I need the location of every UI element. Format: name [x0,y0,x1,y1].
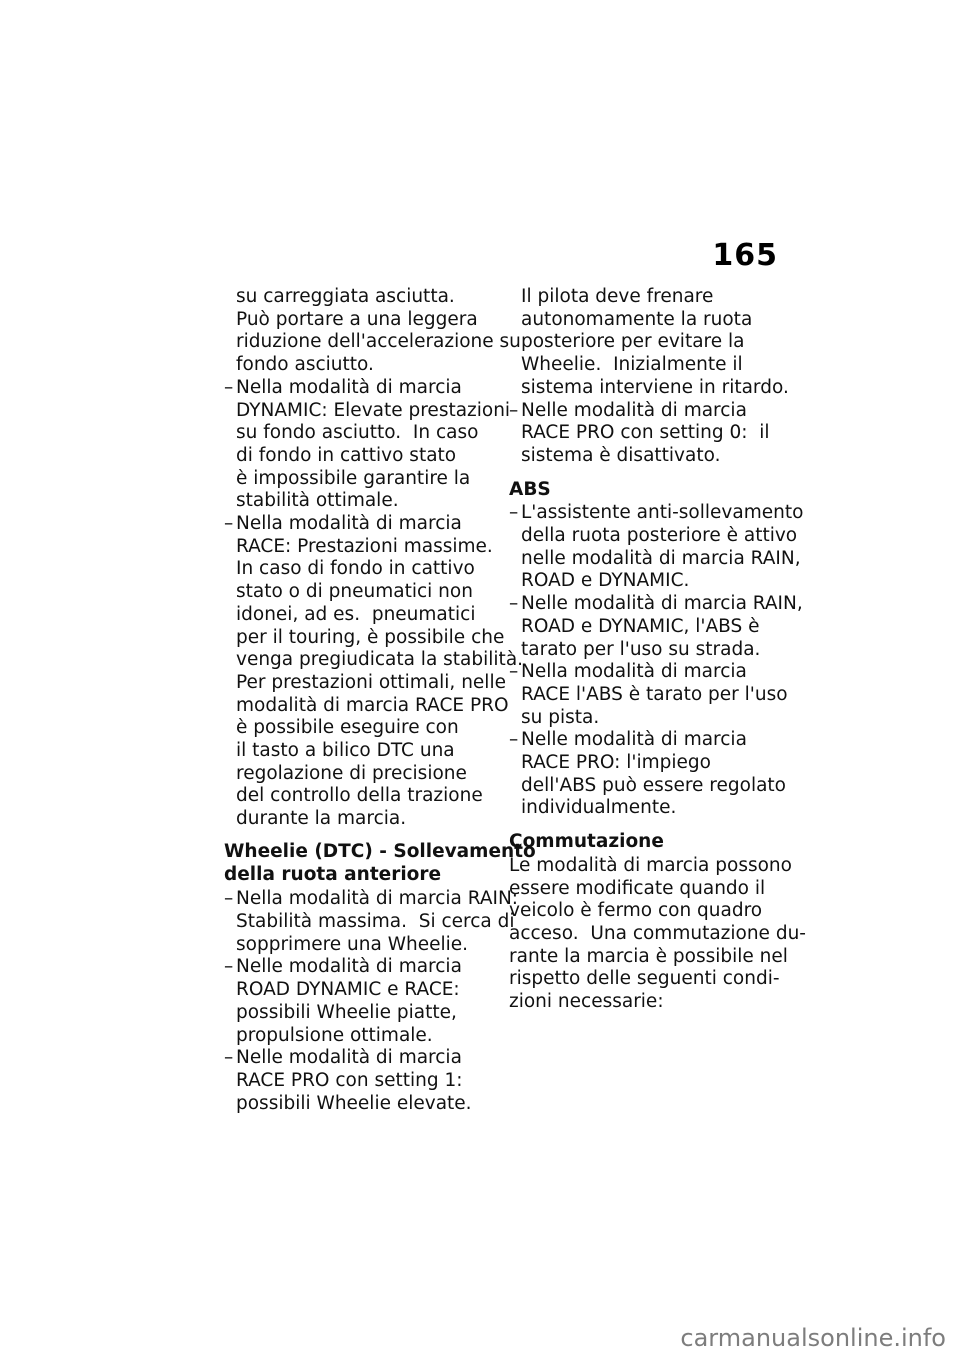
text-line: è possibile eseguire con [236,717,459,739]
watermark: carmanualsonline.info [680,1324,946,1352]
section-heading-wheelie [224,840,536,886]
text-line: sistema interviene in ritardo. [521,376,789,398]
text-line: essere modificate quando il [509,877,766,899]
text-line: – Nella modalità di marcia RAIN: [236,888,519,910]
text-line: RACE PRO con setting 1: [236,1069,463,1091]
section-heading-commutazione: Commutazione [509,831,664,853]
text-line: – Nella modalità di marcia [236,513,462,535]
text-line: RACE: Prestazioni massime. [236,535,493,557]
list-item [224,888,519,956]
text-line: rispetto delle seguenti condi- [509,968,780,990]
text-line: propulsione ottimale. [236,1024,433,1046]
text-line: sopprimere una Wheelie. [236,933,469,955]
text-line: riduzione dell'accelerazione su [236,331,521,353]
text-line: Le modalità di marcia possono [509,854,792,876]
text-line: – Nella modalità di marcia [521,661,747,683]
text-line: Per prestazioni ottimali, nelle [236,671,506,693]
text-line: possibili Wheelie elevate. [236,1092,472,1114]
text-line: ROAD DYNAMIC e RACE: [236,979,460,1001]
text-line: su fondo asciutto. In caso [236,422,479,444]
text-line: idonei, ad es. pneumatici [236,603,476,625]
text-line: venga pregiudicata la stabilità. [236,649,524,671]
text-line: sistema è disattivato. [521,444,721,466]
text-line: zioni necessarie: [509,991,664,1013]
text-line: fondo asciutto. [236,354,374,376]
heading-line: della ruota anteriore [224,863,442,885]
text-line: RACE PRO con setting 0: il [521,422,770,444]
text-line: dell'ABS può essere regolato [521,774,786,796]
list-item [509,729,786,820]
text-line: il tasto a bilico DTC una [236,740,455,762]
text-line: ROAD e DYNAMIC. [521,570,690,592]
page-number: 165 [712,238,778,273]
text-line: durante la marcia. [236,808,407,830]
text-line: RACE PRO: l'impiego [521,752,711,774]
text-line: rante la marcia è possibile nel [509,945,788,967]
text-line: nelle modalità di marcia RAIN, [521,547,801,569]
list-item [509,400,781,468]
list-item [224,513,524,831]
text-line: tarato per l'uso su strada. [521,638,761,660]
text-line: è impossibile garantire la [236,467,471,489]
text-line: Stabilità massima. Si cerca di [236,910,515,932]
intro-paragraph [509,286,789,400]
list-item [224,1047,496,1115]
text-line: – Nelle modalità di marcia [236,1047,462,1069]
text-line: regolazione di precisione [236,762,467,784]
text-line: – Nelle modalità di marcia [521,399,747,421]
text-line: – Nelle modalità di marcia [236,956,462,978]
list-item [509,593,803,661]
right-column [509,286,806,1014]
text-line: per il touring, è possibile che [236,626,505,648]
text-line: modalità di marcia RACE PRO [236,694,509,716]
text-line: – Nelle modalità di marcia RAIN, [521,593,803,615]
text-line: DYNAMIC: Elevate prestazioni [236,399,511,421]
text-line: su pista. [521,706,600,728]
text-line: posteriore per evitare la [521,331,745,353]
text-line: RACE l'ABS è tarato per l'uso [521,683,788,705]
list-item [509,502,804,593]
text-line: della ruota posteriore è attivo [521,525,798,547]
text-line: di fondo in cattivo stato [236,444,457,466]
list-item [224,956,496,1047]
text-line: – Nelle modalità di marcia [521,729,747,751]
text-line: In caso di fondo in cattivo [236,558,475,580]
intro-paragraph [224,286,521,377]
heading-line: Wheelie (DTC) - Sollevamento [224,840,536,862]
text-line: autonomamente la ruota [521,308,753,330]
text-line: su carreggiata asciutta. [236,286,455,307]
text-line: – L'assistente anti-sollevamento [521,502,804,524]
text-line: del controllo della trazione [236,785,483,807]
text-line: Wheelie. Inizialmente il [521,354,743,376]
text-line: – Nella modalità di marcia [236,376,462,398]
text-line: possibili Wheelie piatte, [236,1001,457,1023]
list-item [224,376,511,513]
paragraph [509,854,806,1014]
list-item [509,661,788,729]
text-line: individualmente. [521,797,677,819]
text-line: veicolo è fermo con quadro [509,900,763,922]
text-line: ROAD e DYNAMIC, l'ABS è [521,615,760,637]
text-line: Il pilota deve frenare [521,286,714,307]
text-line: stabilità ottimale. [236,490,399,512]
text-line: acceso. Una commutazione du- [509,922,806,944]
text-line: stato o di pneumatici non [236,581,473,603]
section-heading-abs: ABS [509,478,551,500]
text-line: Può portare a una leggera [236,308,478,330]
